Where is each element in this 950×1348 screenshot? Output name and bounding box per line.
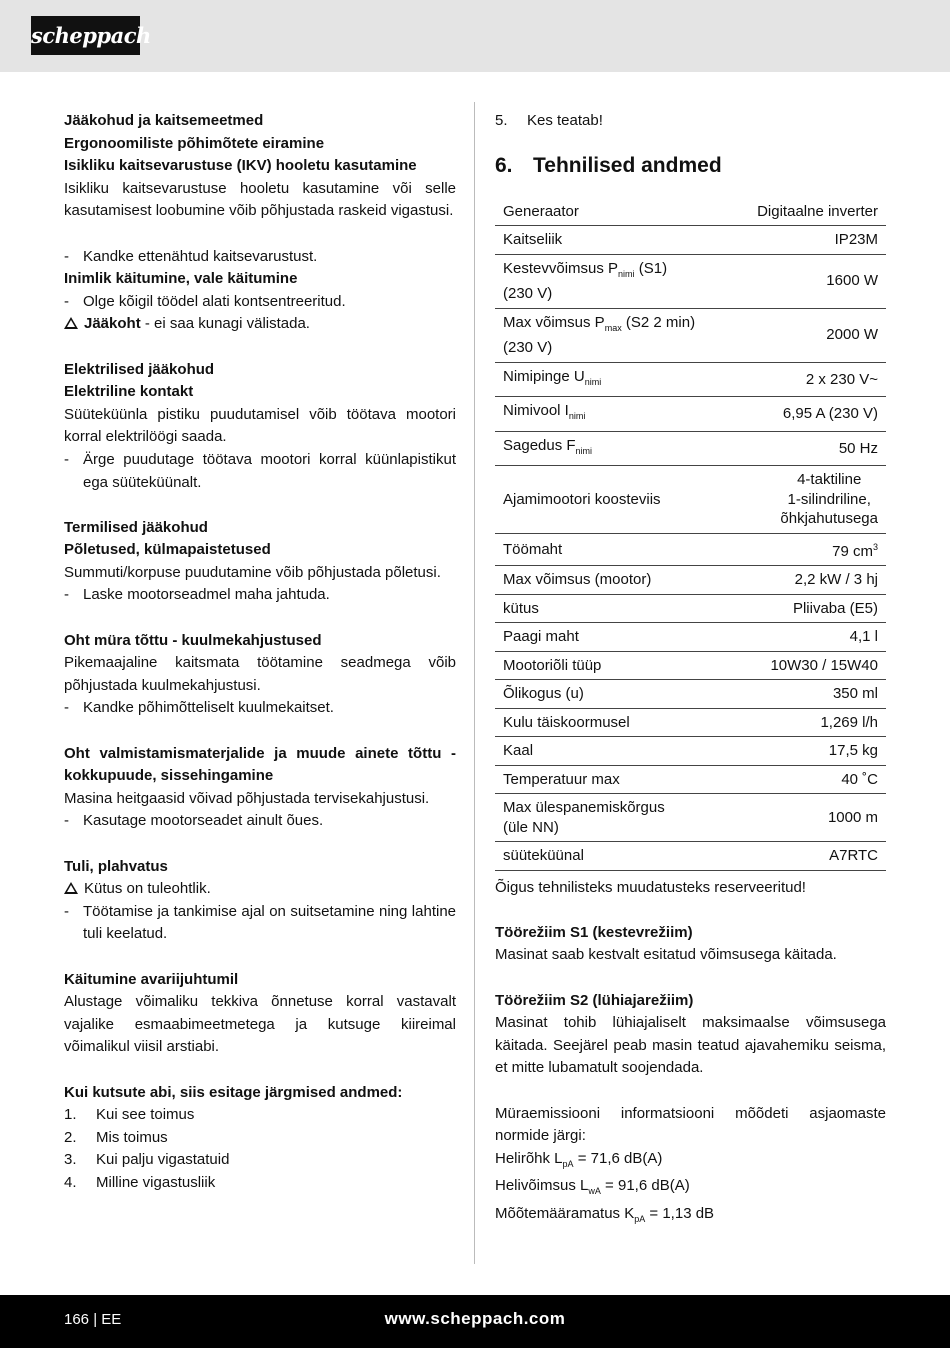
paragraph: Alustage võimaliku tekkiva õnnetuse korral vastavalt vajalike esmaabimeetmetega ja kutsuge kiireimal võimalikul viisil arstiabi. [64, 993, 456, 1056]
table-row: Temperatuur max 40 ˚C [495, 765, 886, 794]
column-divider [474, 102, 475, 1264]
table-row: Generaator Digitaalne inverter [495, 198, 886, 226]
warning-icon [64, 882, 78, 894]
dash-item: - Kasutage mootorseadet ainult õues. [64, 812, 324, 830]
table-row: Kulu täiskoormusel 1,269 l/h [495, 708, 886, 737]
paragraph: Masinat saab kestvalt esitatud võimsusega käitada. [495, 946, 837, 964]
paragraph: Summuti/korpuse puudutamine võib põhjustada põletusi. [64, 563, 441, 581]
warning-icon [64, 317, 78, 329]
table-row: Max ülespanemiskõrgus (üle NN) 1000 m [495, 794, 886, 842]
noise-value: Helivõimsus $L_{wA} = 91,6$ dB(A) [495, 1177, 690, 1197]
heading: Töörežiim S1 (kestevrežiim) [495, 923, 693, 941]
warning-line: Kütus on tuleohtlik. [64, 878, 456, 901]
table-row: Max võimsus $P_{max}$ (S2 2 min) (230 V) 2000 W [495, 308, 886, 362]
warning-line: Jääkoht - ei saa kunagi välistada. [64, 313, 456, 336]
dash-item: - Kandke põhimõtteliselt kuulmekaitset. [64, 699, 334, 717]
list-item: 5. Kes teatab! [495, 112, 603, 129]
table-row: Paagi maht 4,1 l [495, 623, 886, 652]
paragraph: Süüteküünla pistiku puudutamisel võib töötava mootori korral elektrilöögi saada. [64, 405, 456, 446]
table-row: kütus Pliivaba (E5) [495, 594, 886, 623]
paragraph: Pikemaajaline kaitsmata töötamine seadmega võib põhjustada kuulmekahjustusi. [64, 654, 456, 694]
heading: Elektrilised jääkohud [64, 360, 215, 378]
table-row: Sagedus $F_{nimi}$ 50 Hz [495, 431, 886, 466]
heading: Kui kutsute abi, siis esitage järgmised andmed: [64, 1083, 403, 1101]
dash-item: - Olge kõigil töödel alati kontsentreeritud. [64, 292, 346, 310]
table-row: Nimivool $I_{nimi}$ 6,95 A (230 V) [495, 397, 886, 432]
noise-value: Helirõhk $L_{pA} = 71,6$ dB(A) [495, 1149, 663, 1169]
heading: Termilised jääkohud [64, 518, 208, 536]
heading: Tuli, plahvatus [64, 857, 168, 875]
table-row: Max võimsus (mootor) 2,2 kW / 3 hj [495, 566, 886, 595]
page-number: 166 | EE [64, 1311, 122, 1328]
reserved-note: Õigus tehnilisteks muudatusteks reserveeritud! [495, 878, 806, 896]
dash-item: - Ärge puudutage töötava mootori korral küünlapistikut ega süüteküünalt. [64, 450, 456, 491]
table-row: Nimipinge $U_{nimi}$ 2 x 230 V~ [495, 362, 886, 397]
table-row: Ajamimootori koosteviis 4-taktiline 1-silindriline, õhkjahutusega [495, 466, 886, 534]
heading: Töörežiim S2 (lühiajarežiim) [495, 991, 694, 1009]
heading: Isikliku kaitsevarustuse (IKV) hooletu kasutamine [64, 157, 417, 175]
heading: Käitumine avariijuhtumil [64, 970, 239, 988]
heading: Elektriline kontakt [64, 383, 194, 401]
website-link[interactable]: www.scheppach.com [384, 1309, 566, 1328]
dash-item: - Kandke ettenähtud kaitsevarustust. [64, 247, 318, 265]
table-row: Töömaht 79 $cm^3$ [495, 533, 886, 566]
list-item: 1. Kui see toimus [64, 1106, 195, 1124]
paragraph: Masina heitgaasid võivad põhjustada tervisekahjustusi. [64, 789, 430, 807]
noise-value: Mõõtemääramatus $K_{pA} = 1,13$ dB [495, 1204, 715, 1224]
scheppach-logo: scheppach [31, 16, 140, 55]
page-footer [0, 1295, 950, 1348]
paragraph: Masinat tohib lühiajaliselt maksimaalse võimsusega käitada. Seejärel peab masin teatud ajavahemiku seisma, et mitte lubamatult soojendada. [495, 1014, 886, 1077]
paragraph: Müraemissiooni informatsiooni mõõdeti asjaomaste normide järgi: [495, 1104, 886, 1145]
table-row: Kestevvõimsus $P_{nimi}$ (S1) (230 V) 1600 W [495, 254, 886, 308]
table-row: Kaal 17,5 kg [495, 737, 886, 766]
heading: Oht müra tõttu - kuulmekahjustused [64, 631, 322, 649]
dash-item: - Laske mootorseadmel maha jahtuda. [64, 586, 330, 604]
table-row: Kaitseliik IP23M [495, 226, 886, 255]
heading: Põletused, külmapaistetused [64, 541, 271, 559]
heading: Jääkohud ja kaitsemeetmed [64, 112, 264, 129]
table-row: süüteküünal A7RTC [495, 842, 886, 871]
left-column [64, 110, 456, 1195]
right-column [495, 110, 886, 1231]
paragraph: Isikliku kaitsevarustuse hooletu kasutamine või selle kasutamisest loobumine võib põhjustada raskeid vigastusi. [64, 179, 456, 220]
dash-item: - Töötamise ja tankimise ajal on suitsetamine ning lahtine tuli keelatud. [64, 902, 456, 943]
heading: Oht valmistamismaterjalide ja muude ainete tõttu - kokkupuude, sissehingamine [64, 744, 456, 785]
heading: Ergonoomiliste põhimõtete eiramine [64, 134, 325, 152]
table-row: Õlikogus (u) 350 ml [495, 680, 886, 709]
page-header [0, 0, 950, 72]
list-item: 2. Mis toimus [64, 1128, 168, 1146]
section-title: 6. Tehnilised andmed [495, 153, 722, 177]
list-item: 4. Milline vigastusliik [64, 1173, 216, 1191]
heading: Inimlik käitumine, vale käitumine [64, 270, 298, 288]
list-item: 3. Kui palju vigastatuid [64, 1151, 230, 1169]
table-row: Mootoriõli tüüp 10W30 / 15W40 [495, 651, 886, 680]
spec-table [495, 198, 886, 871]
